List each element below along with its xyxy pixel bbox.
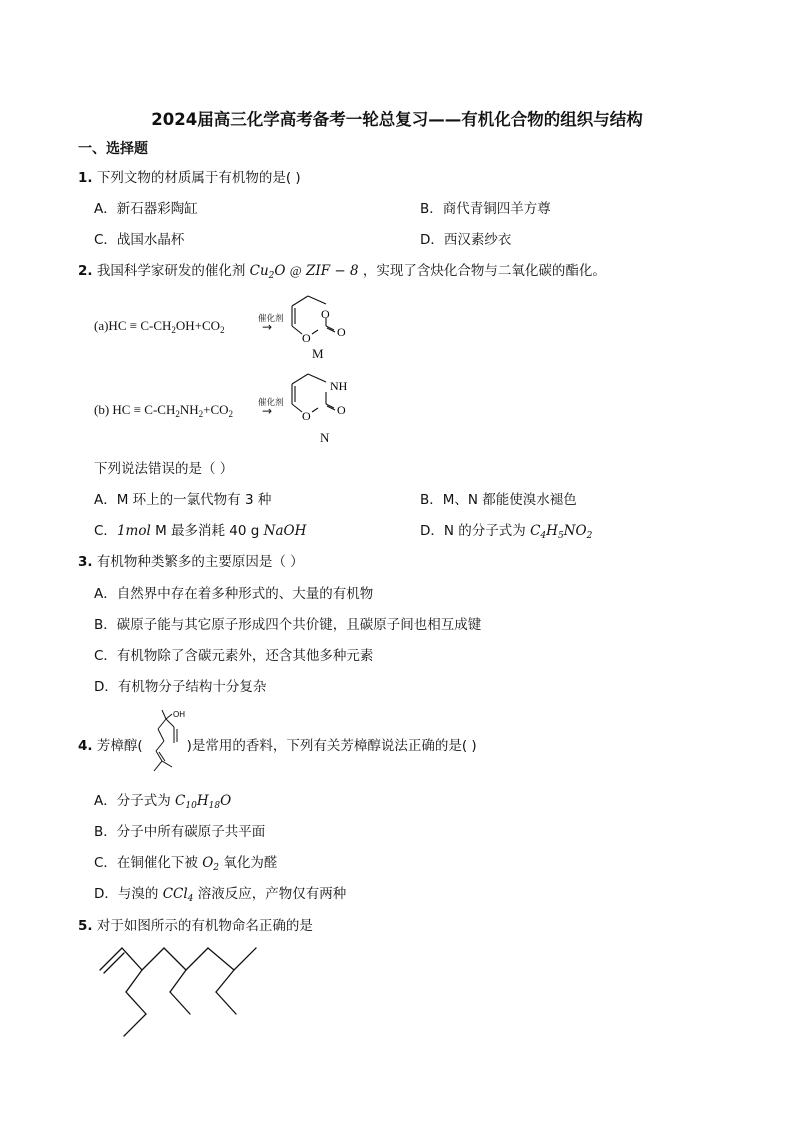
option-d: D．有机物分子结构十分复杂 xyxy=(94,679,267,695)
question-3 xyxy=(78,550,304,570)
question-number: 3. xyxy=(78,554,93,570)
reaction-arrow: → xyxy=(262,404,273,418)
atom-o: O xyxy=(302,409,311,423)
question-stem-cont: )是常用的香料，下列有关芳樟醇说法正确的是( ) xyxy=(186,738,477,754)
question-stem: 芳樟醇( xyxy=(96,738,143,754)
option-c: C．在铜催化下被 $O_2$ 氧化为醛 xyxy=(94,855,278,873)
catalyst-formula: $Cu_2O$ xyxy=(249,263,286,281)
hydroxyl-label: OH xyxy=(173,710,185,719)
option-d: D．与溴的 CCl$_4$ 溶液反应，产物仅有两种 xyxy=(94,886,347,904)
option-a: A．新石器彩陶缸 xyxy=(94,201,198,217)
question-1 xyxy=(78,166,301,186)
linalool-structure xyxy=(148,707,192,775)
atom-o: O xyxy=(302,331,311,345)
question-4 xyxy=(78,734,477,754)
atom-o: O xyxy=(337,325,346,339)
molecule-n-structure xyxy=(282,368,362,430)
option-d: D．西汉素纱衣 xyxy=(420,232,512,248)
atom-nh: NH xyxy=(330,379,348,393)
reaction-a: $(a)HC \equiv C-CH_2OH+CO_2$ xyxy=(94,318,225,335)
skeletal-structure xyxy=(96,942,266,1042)
at-sign: @ xyxy=(289,263,302,278)
option-b: B．碳原子能与其它原子形成四个共价键，且碳原子间也相互成键 xyxy=(94,617,482,633)
option-a: A．分子式为 $C_{10}H_{18}O$ xyxy=(94,793,232,811)
page-title: 2024届高三化学高考备考一轮总复习——有机化合物的组织与结构 xyxy=(151,110,643,129)
question-number: 1. xyxy=(78,170,93,186)
option-b: B．M、N 都能使溴水褪色 xyxy=(420,492,577,508)
option-b: B．商代青铜四羊方尊 xyxy=(420,201,551,217)
catalyst-label: 催化剂 xyxy=(258,314,284,324)
option-b: B．分子中所有碳原子共平面 xyxy=(94,824,266,840)
sub-question-stem: 下列说法错误的是（ ） xyxy=(94,461,234,477)
question-5 xyxy=(78,914,313,934)
reaction-b: (b) HC ≡ $C-CH_2NH_2+CO_2$ xyxy=(94,402,234,419)
option-c: C．1mol M 最多消耗 40 g NaOH xyxy=(94,523,307,539)
question-stem: 有机物种类繁多的主要原因是（ ） xyxy=(96,554,304,570)
option-d: D．N 的分子式为 $C_4H_5NO_2$ xyxy=(420,523,593,541)
question-number: 2. xyxy=(78,263,93,279)
framework-name: ZIF − 8 xyxy=(306,263,359,279)
question-stem-cont: ，实现了含炔化合物与二氧化碳的酯化。 xyxy=(362,263,606,279)
label-n: N xyxy=(320,430,330,445)
atom-o: O xyxy=(337,403,346,417)
question-stem: 对于如图所示的有机物命名正确的是 xyxy=(96,918,313,934)
atom-o: O xyxy=(321,307,330,321)
section-heading: 一、选择题 xyxy=(78,141,148,157)
label-m: M xyxy=(312,346,324,361)
molecule-m-structure xyxy=(282,290,352,350)
reaction-arrow: → xyxy=(262,320,273,334)
option-c: C．战国水晶杯 xyxy=(94,232,185,248)
catalyst-label: 催化剂 xyxy=(258,398,284,408)
question-number: 5. xyxy=(78,918,93,934)
question-stem: 我国科学家研发的催化剂 xyxy=(96,263,246,279)
question-number: 4. xyxy=(78,738,93,754)
option-c: C．有机物除了含碳元素外，还含其他多种元素 xyxy=(94,648,374,664)
option-a: A．自然界中存在着多种形式的、大量的有机物 xyxy=(94,586,374,602)
option-a: A．M 环上的一氯代物有 3 种 xyxy=(94,492,272,508)
question-2 xyxy=(78,259,606,279)
question-stem: 下列文物的材质属于有机物的是( ) xyxy=(96,170,301,186)
